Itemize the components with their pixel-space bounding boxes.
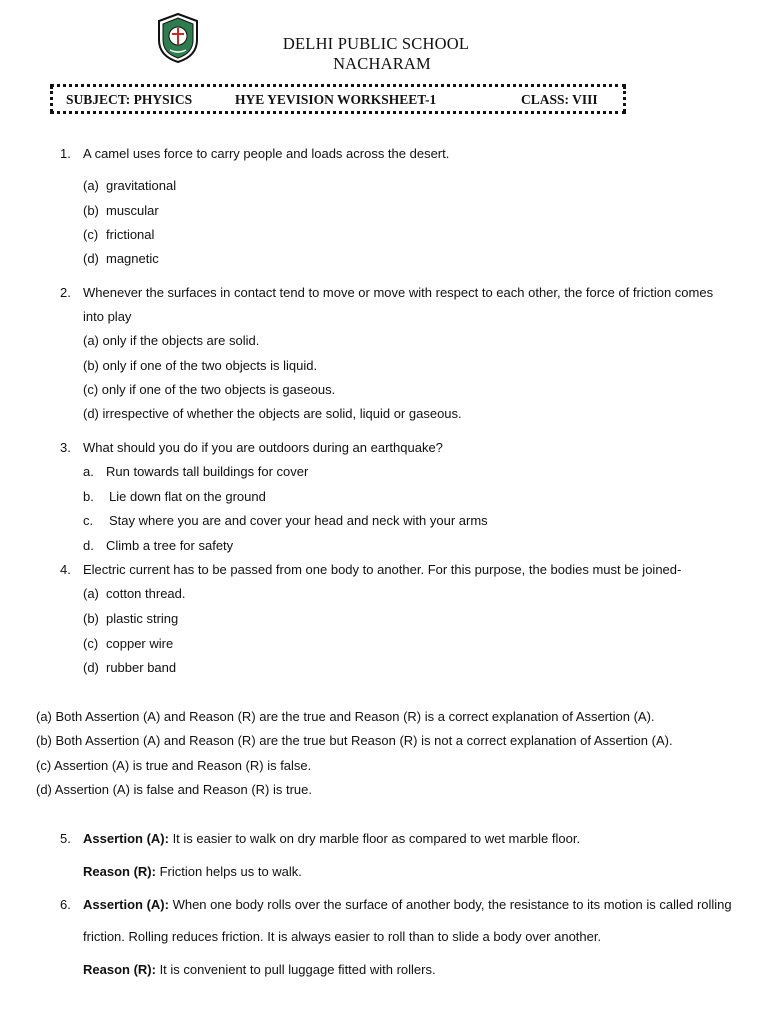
question-text: What should you do if you are outdoors during an earthquake? bbox=[83, 440, 443, 455]
option-text: rubber band bbox=[106, 660, 177, 675]
assertion-text: It is easier to walk on dry marble floor as compared to wet marble floor. bbox=[168, 831, 581, 846]
option-text: muscular bbox=[106, 203, 159, 218]
reason-line bbox=[83, 962, 436, 978]
option-text: plastic string bbox=[106, 611, 179, 626]
question-number: 5. bbox=[60, 831, 71, 846]
subject-banner bbox=[50, 84, 626, 114]
option-text: (a) only if the objects are solid. bbox=[83, 333, 260, 348]
option-text: Lie down flat on the ground bbox=[109, 489, 266, 504]
school-crest-logo bbox=[155, 12, 201, 64]
option-text: frictional bbox=[106, 227, 155, 242]
reason-label: Reason (R): bbox=[83, 864, 156, 879]
option-label: (c) bbox=[83, 227, 99, 242]
option-label: (d) bbox=[83, 660, 99, 675]
option-label: (a) bbox=[83, 178, 99, 193]
school-name: DELHI PUBLIC SCHOOL bbox=[282, 34, 470, 53]
assertion-text-continued: friction. Rolling reduces friction. It is always easier to roll than to slide a body over another. bbox=[83, 929, 602, 944]
option-text: copper wire bbox=[106, 636, 174, 651]
option-text: gravitational bbox=[106, 178, 177, 193]
assertion-label: Assertion (A): bbox=[83, 897, 169, 912]
option-text: Stay where you are and cover your head and neck with your arms bbox=[109, 513, 488, 528]
option-text: Climb a tree for safety bbox=[106, 538, 234, 553]
option-label: c. bbox=[83, 513, 94, 528]
subject-label: SUBJECT: PHYSICS bbox=[66, 92, 193, 107]
option-label: (a) bbox=[83, 586, 99, 601]
worksheet-title: HYE YEVISION WORKSHEET-1 bbox=[235, 92, 437, 107]
assertion-key-line: (b) Both Assertion (A) and Reason (R) are the true but Reason (R) is not a correct explanation of Assertion (A). bbox=[36, 733, 673, 748]
reason-line bbox=[83, 864, 302, 880]
assertion-key-line: (c) Assertion (A) is true and Reason (R) is false. bbox=[36, 758, 312, 773]
reason-label: Reason (R): bbox=[83, 962, 156, 977]
assertion-label: Assertion (A): bbox=[83, 831, 169, 846]
option-label: a. bbox=[83, 464, 94, 479]
option-text: Run towards tall buildings for cover bbox=[106, 464, 309, 479]
question-number: 1. bbox=[60, 146, 71, 161]
option-text: (c) only if one of the two objects is gaseous. bbox=[83, 382, 336, 397]
option-label: b. bbox=[83, 489, 94, 504]
option-text: cotton thread. bbox=[106, 586, 186, 601]
assertion-line bbox=[83, 897, 732, 913]
reason-text: Friction helps us to walk. bbox=[155, 864, 302, 879]
option-label: d. bbox=[83, 538, 94, 553]
question-number: 6. bbox=[60, 897, 71, 912]
question-number: 4. bbox=[60, 562, 71, 577]
assertion-key-line: (a) Both Assertion (A) and Reason (R) are the true and Reason (R) is a correct explanation of Assertion (A). bbox=[36, 709, 655, 724]
assertion-key-line: (d) Assertion (A) is false and Reason (R) is true. bbox=[36, 782, 312, 797]
option-label: (d) bbox=[83, 251, 99, 266]
question-number: 3. bbox=[60, 440, 71, 455]
reason-text: It is convenient to pull luggage fitted with rollers. bbox=[155, 962, 436, 977]
question-text: Electric current has to be passed from one body to another. For this purpose, the bodies must be joined- bbox=[83, 562, 682, 577]
option-text: magnetic bbox=[106, 251, 159, 266]
question-text: Whenever the surfaces in contact tend to move or move with respect to each other, the force of friction comes bbox=[83, 285, 714, 300]
question-text: A camel uses force to carry people and loads across the desert. bbox=[83, 146, 450, 161]
option-text: (b) only if one of the two objects is liquid. bbox=[83, 358, 318, 373]
question-text: into play bbox=[83, 309, 132, 324]
assertion-text: When one body rolls over the surface of another body, the resistance to its motion is called rolling bbox=[168, 897, 732, 912]
school-branch: NACHARAM bbox=[333, 54, 431, 73]
assertion-line bbox=[83, 831, 580, 847]
option-label: (b) bbox=[83, 203, 99, 218]
option-label: (b) bbox=[83, 611, 99, 626]
option-label: (c) bbox=[83, 636, 99, 651]
question-number: 2. bbox=[60, 285, 71, 300]
option-text: (d) irrespective of whether the objects are solid, liquid or gaseous. bbox=[83, 406, 462, 421]
class-label: CLASS: VIII bbox=[521, 92, 598, 107]
